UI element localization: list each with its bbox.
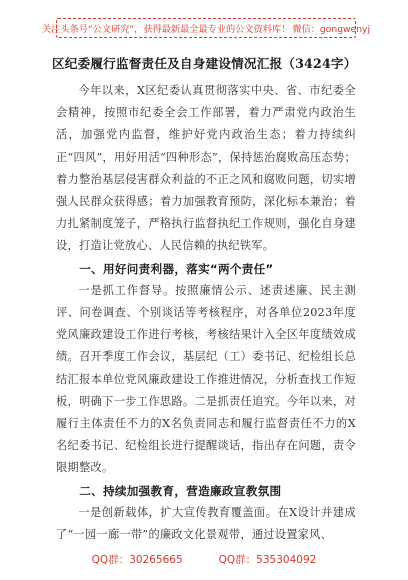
bottom-contact-banner [0, 552, 408, 572]
section-paragraph-1: 一是抓工作督导。按照廉情公示、述责述廉、民主测评、问卷调查、个别谈话等考核程序，对各单位2023年度党风廉政建设工作进行考核，考核结果计入全区年度绩效成绩。召开季度工作会议，基层纪（工）委书记、纪检组长总结汇报本单位党风廉政建设工作推进情况，分析查找工作短板，明确下一步工作思路。二是抓责任追究。今年以来，对履行主体责任不力的X名负责同志和履行监督责任不力的X名纪委书记、纪检组长进行提醒谈话，指出存在问题，责令限期整改。 [56, 283, 356, 475]
document-title: 区纪委履行监督责任及自身建设情况汇报（3424字） [52, 56, 357, 71]
banner-text-follow: 关注头条号“公文研究”，获得最新最全最专业的公文资料库！ [41, 24, 291, 35]
section-heading-2: 二、持续加强教育，营造廉政宣教氛围 [79, 483, 282, 498]
top-promo-banner [41, 18, 371, 38]
section-paragraph-2: 一是创新载体，扩大宣传教育覆盖面。在X设计并建成了“一园一廊一带”的廉政文化景观带，通过设置家风、 [56, 505, 356, 542]
intro-paragraph: 今年以来，X区纪委认真贯彻落实中央、省、市纪委全会精神，按照市纪委全会工作部署，着力严肃党内政治生活，加强党内监督，维护好党内政治生态；着力持续纠正“四风”，用好用活“四种形态”，保持惩治腐败高压态势；着力整治基层侵害群众利益的不正之风和腐败问题，切实增强人民群众获得感；着力加强教育预防，深化标本兼治；着力扎紧制度笼子，严格执行监督执纪工作规则，强化自身建设，打造让党放心、人民信赖的执纪铁军。 [56, 84, 356, 253]
banner-text-wechat: 微信：gongwenyj [292, 24, 371, 35]
qq-group-2: QQ群：535304092 [218, 554, 317, 566]
section-heading-1: 一、用好问责利器，落实“两个责任” [79, 261, 274, 276]
document-body [56, 80, 356, 546]
qq-group-1: QQ群：30265665 [91, 554, 183, 566]
